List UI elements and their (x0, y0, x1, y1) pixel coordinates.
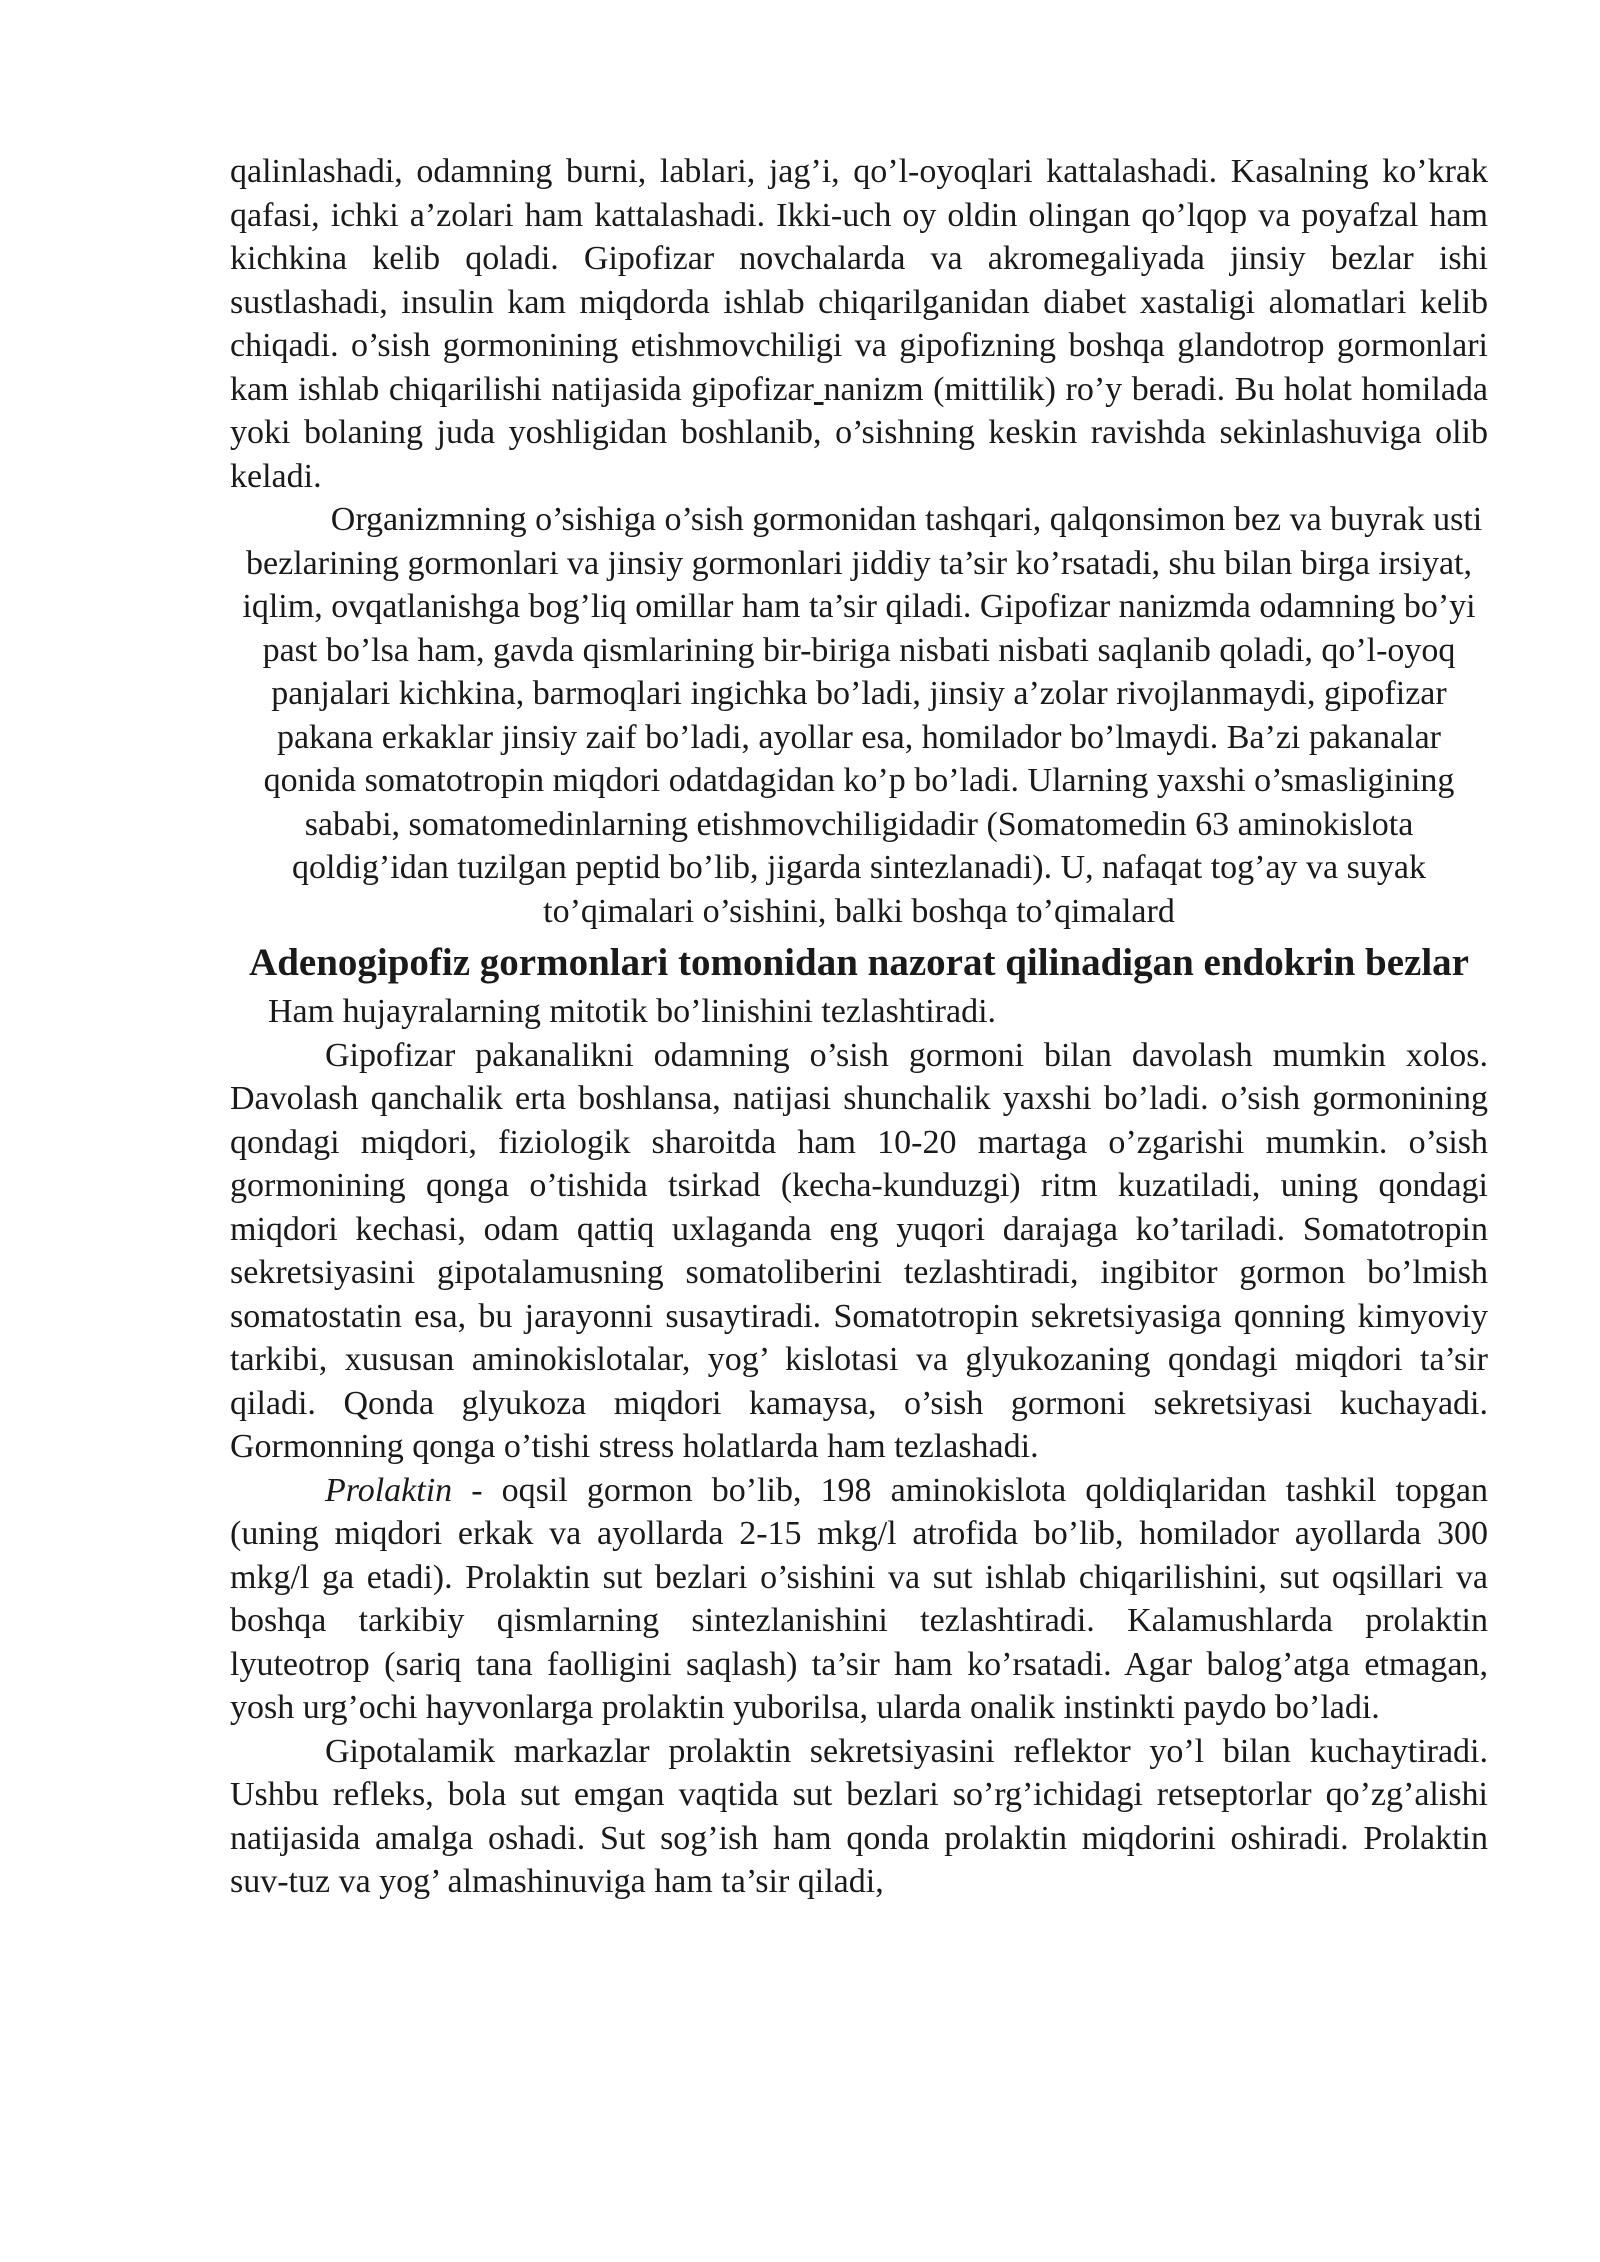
paragraph-growth-factors: Organizmning o’sishiga o’sish gormonidan tashqari, qalqonsimon bez va buyrak usti bezlarining gormonlari va jinsiy gormonlari jiddiy ta’sir ko’rsatadi, shu bilan birga irsiyat, iqlim, ovqatlanishga bog’liq omillar ham ta’sir qiladi. Gipofizar nanizmda odamning bo’yi past bo’lsa ham, gavda qismlarining bir-biriga nisbati nisbati saqlanib qoladi, qo’l-oyoq panjalari kichkina, barmoqlari ingichka bo’ladi, jinsiy a’zolar rivojlanmaydi, gipofizar pakana erkaklar jinsiy zaif bo’ladi, ayollar esa, homilador bo’lmaydi. Ba’zi pakanalar qonida somatotropin miqdori odatdagidan ko’p bo’ladi. Ularning yaxshi o’smasligining sababi, somatomedinlarning etishmovchiligidadir (Somatomedin 63 aminokislota qoldig’idan tuzilgan peptid bo’lib, jigarda sintezlanadi). U, nafaqat tog’ay va suyak to’qimalari o’sishini, balki boshqa to’qimalard (242, 501, 1483, 930)
paragraph-prolactin-text: - oqsil gormon bo’lib, 198 aminokislota qoldiqlaridan tashkil topgan (uning miqdori erkak va ayollarda 2-15 mkg/l atrofida bo’lib, homilador ayollarda 300 mkg/l ga etadi). Prolaktin sut bezlari o’sishini va sut ishlab chiqarilishini, sut oqsillari va boshqa tarkibiy qismlarning sintezlanishini tezlashtiradi. Kalamushlarda prolaktin lyuteotrop (sariq tana faolligini saqlash) ta’sir ham ko’rsatadi. Agar balog’atga etmagan, yosh urg’ochi hayvonlarga prolaktin yuborilsa, ularda onalik instinkti paydo bo’ladi. (230, 1471, 1488, 1726)
paragraph-hypothalamic: Gipotalamik markazlar prolaktin sekretsiyasini reflektor yo’l bilan kuchaytiradi. Ushbu refleks, bola sut emgan vaqtida sut bezlari so’rg’ichidagi retseptorlar qo’zg’alishi natijasida amalga oshadi. Sut sog’ish ham qonda prolaktin miqdorini oshiradi. Prolaktin suv-tuz va yog’ almashinuviga ham ta’sir qiladi, (230, 1732, 1488, 1900)
paragraph-prolactin (230, 1469, 1488, 1730)
prolactin-term: Prolaktin (325, 1471, 453, 1509)
document-page (230, 150, 1488, 1904)
paragraph-acromegaly-text-end: nanizm (mittilik) ro’y beradi. Bu holat homilada yoki bolaning juda yoshligidan boshlanib, o’sishning keskin ravishda sekinlashuviga olib keladi. (230, 370, 1488, 495)
section-heading: Adenogipofiz gormonlari tomonidan nazorat qilinadigan endokrin bezlar (249, 941, 1469, 984)
paragraph-mitosis: Ham hujayralarning mitotik bo’linishini tezlashtiradi. (268, 993, 997, 1030)
paragraph-acromegaly (230, 150, 1488, 498)
underlined-space (814, 371, 824, 408)
paragraph-acromegaly-text: qalinlashadi, odamning burni, lablari, jag’i, qo’l-oyoqlari kattalashadi. Kasalning ko’krak qafasi, ichki a’zolari ham kattalashadi. Ikki-uch oy oldin olingan qo’lqop va poyafzal ham kichkina kelib qoladi. Gipofizar novchalarda va akromegaliyada jinsiy bezlar ishi sustlashadi, insulin kam miqdorda ishlab chiqarilganidan diabet xastaligi alomatlari kelib chiqadi. o’sish gormonining etishmovchiligi va gipofizning boshqa glandotrop gormonlari kam ishlab chiqarilishi natijasida gipofizar (230, 153, 1488, 408)
paragraph-treatment: Gipofizar pakanalikni odamning o’sish gormoni bilan davolash mumkin xolos. Davolash qanchalik erta boshlansa, natijasi shunchalik yaxshi bo’ladi. o’sish gormonining qondagi miqdori, fiziologik sharoitda ham 10-20 martaga o’zgarishi mumkin. o’sish gormonining qonga o’tishida tsirkad (kecha-kunduzgi) ritm kuzatiladi, uning qondagi miqdori kechasi, odam qattiq uxlaganda eng yuqori darajaga ko’tariladi. Somatotropin sekretsiyasini gipotalamusning somatoliberini tezlashtiradi, ingibitor gormon bo’lmish somatostatin esa, bu jarayonni susaytiradi. Somatotropin sekretsiyasiga qonning kimyoviy tarkibi, xususan aminokislotalar, yog’ kislotasi va glyukozaning qondagi miqdori ta’sir qiladi. Qonda glyukoza miqdori kamaysa, o’sish gormoni sekretsiyasi kuchayadi. Gormonning qonga o’tishi stress holatlarda ham tezlashadi. (230, 1036, 1488, 1465)
